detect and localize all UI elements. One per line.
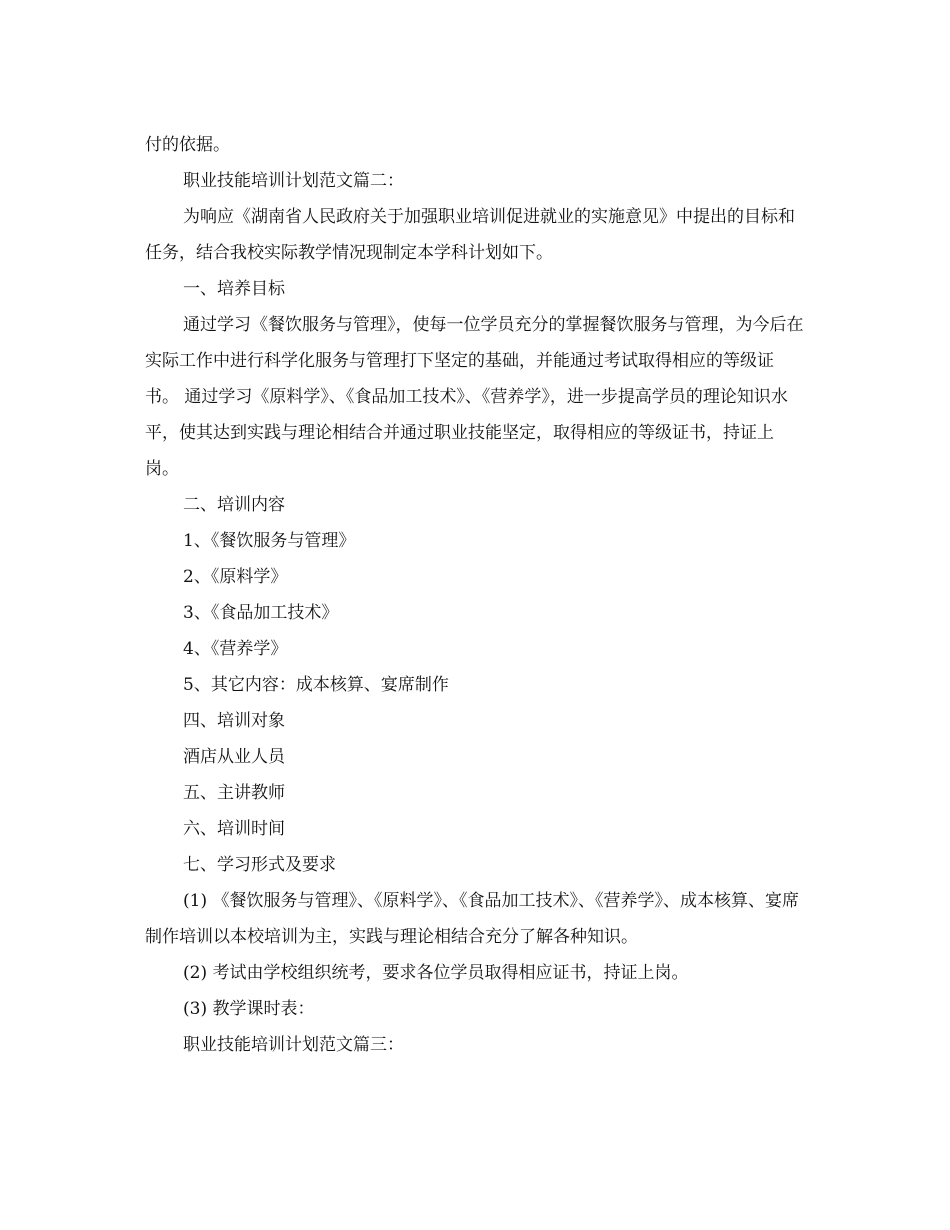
document-body xyxy=(145,127,805,1063)
section-heading-sample-three: 职业技能培训计划范文篇三： xyxy=(183,1035,404,1055)
heading-training-time: 六、培训时间 xyxy=(183,819,285,839)
list-item-course-5: 5、其它内容：成本核算、宴席制作 xyxy=(183,675,449,695)
heading-training-target: 四、培训对象 xyxy=(183,711,285,731)
heading-training-goal: 一、培养目标 xyxy=(183,279,285,299)
list-item-course-2: 2、《原料学》 xyxy=(183,567,288,587)
heading-lecturer: 五、主讲教师 xyxy=(183,783,285,803)
list-item-course-1: 1、《餐饮服务与管理》 xyxy=(183,531,356,551)
list-item-course-4: 4、《营养学》 xyxy=(183,639,288,659)
section-heading-sample-two: 职业技能培训计划范文篇二： xyxy=(183,171,404,191)
paragraph-requirement-3: (3) 教学课时表： xyxy=(183,999,315,1019)
paragraph-training-target: 酒店从业人员 xyxy=(183,747,285,767)
list-item-course-3: 3、《食品加工技术》 xyxy=(183,603,339,623)
paragraph-requirement-1: (1) 《餐饮服务与管理》、《原料学》、《食品加工技术》、《营养学》、成本核算、宴席制作培训以本校培训为主，实践与理论相结合充分了解各种知识。 xyxy=(145,891,799,947)
heading-learning-format: 七、学习形式及要求 xyxy=(183,855,336,875)
paragraph-continuation: 付的依据。 xyxy=(145,135,230,155)
paragraph-requirement-2: (2) 考试由学校组织统考，要求各位学员取得相应证书，持证上岗。 xyxy=(183,963,689,983)
heading-training-content: 二、培训内容 xyxy=(183,495,285,515)
paragraph-intro: 为响应《湖南省人民政府关于加强职业培训促进就业的实施意见》中提出的目标和任务，结合我校实际教学情况现制定本学科计划如下。 xyxy=(145,207,795,263)
paragraph-training-goal: 通过学习《餐饮服务与管理》，使每一位学员充分的掌握餐饮服务与管理，为今后在实际工作中进行科学化服务与管理打下坚定的基础，并能通过考试取得相应的等级证书。 通过学习《原料学》、《食品加工技术》、《营养学》，进一步提高学员的理论知识水平，使其达到实践与理论相结合并通过职业技能坚定，取得相应的等级证书，持证上岗。 xyxy=(145,315,804,479)
